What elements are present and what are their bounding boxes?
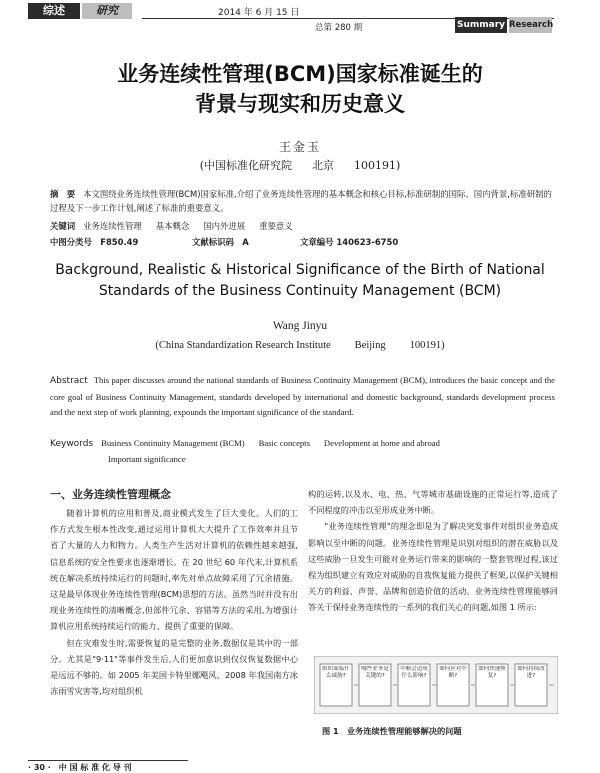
body-paragraph: 但在灾难发生时,需要恢复的是完整的业务,数据仅是其中的一部分。尤其是"9·11"等事件发生后,人们更加意识到仅仅恢复数据中心是远远不够的。如 2005 年美国卡特里娜飓风、2008 年我国南方冰冻雨雪灾害等,均对组织机 [50,637,298,697]
figure-box-label: 哪些业务是关键的? [361,666,389,679]
body-right-column [308,486,558,616]
keyword-en: Basic concepts [258,438,310,448]
abstract-en-label: Abstract [50,376,88,386]
issue-number: 总第 280 期 [315,23,363,33]
figure-box [437,664,469,706]
figure-box [515,664,547,706]
abstract-en [50,373,555,421]
title-en-line1: Background, Realistic & Historical Significance of the Birth of National [55,262,545,278]
title-en-line2: Standards of the Business Continuity Management (BCM) [98,283,502,299]
abstract-cn-text: 本文围绕业务连续性管理(BCM)国家标准,介绍了业务连续性管理的基本概念和核心目标,标准研制的国际、国内背景,标准研制的过程及下一步工作计划,阐述了标准的重要意义。 [50,189,552,213]
affiliation-org: (中国标准化研究院 [199,159,292,172]
title-cn-line1: 业务连续性管理(BCM)国家标准诞生的 [117,62,483,86]
affiliation-zip: 100191) [354,159,401,172]
column-tag [28,3,148,19]
abstract-cn [50,188,555,215]
document-code: 文献标识码 A [192,237,249,247]
figure-box-label: 如何持续改进? [517,666,545,679]
keyword-en: Business Continuity Management (BCM) [101,438,245,448]
keywords-en [50,436,555,467]
figure-box-label: 组织面临什么威胁? [322,666,350,679]
keyword-en: Development at home and abroad [323,438,440,448]
body-left-column [50,505,298,699]
tag-summary-cn: 综述 [28,3,80,19]
title-cn-line2: 背景与现实和历史意义 [195,92,405,116]
article-number: 文章编号 140623-6750 [300,237,399,247]
affiliation-en-city: Beijing [354,340,386,351]
figure-box [476,664,508,706]
page-footer: · 30 · 中 国 标 准 化 导 刊 [28,763,132,772]
figure-caption: 图 1 业务连续性管理能够解决的问题 [322,726,462,736]
body-paragraph: 随着计算机的应用和普及,商业模式发生了巨大变化。人们的工作方式发生根本性改变,通过运用计算机大大提升了工作效率并且节省了大量的人力和物力。人类生产生活对计算机的依赖性越来越强,信息系统的安全性要求也逐渐增长。在 20 世纪 60 年代末,计算机系统在解决系统持续运行的问题时,率先对单点故障采用了冗余措施。这是最早体现业务连续性管理(BCM)思想的方法。虽然当时并没有出现业务连续性的清晰概念,但部件冗余、容错等方法的采用,为增强计算机应用系统持续运行的能力、提供了重要的保障。 [50,508,298,632]
clc-number: 中图分类号 F850.49 [50,237,139,247]
badge-summary: Summary [455,17,507,33]
author-cn: 王金玉 [278,140,321,154]
keywords-en-label: Keywords [50,439,94,449]
keyword: 重要意义 [259,221,293,231]
figure-box [320,664,352,706]
keyword-en: Important significance [108,454,186,464]
affiliation-city: 北京 [312,159,334,172]
section-heading: 一、业务连续性管理概念 [50,488,171,501]
keywords-cn-label: 关键词 [50,221,76,231]
affiliation-en [0,340,600,351]
affiliation-cn [0,157,600,173]
figure-box-label: 如何应对中断? [439,666,467,679]
affiliation-en-zip: 100191) [409,340,445,351]
affiliation-en-org: (China Standardization Research Institute [155,340,331,351]
keyword: 业务连续性管理 [83,221,142,231]
figure-box [359,664,391,706]
publication-date: 2014 年 6 月 15 日 [218,8,300,18]
footer-rule [28,760,188,761]
figure-box-label: 中断会造成什么影响? [400,666,428,679]
figure-1-diagram [314,656,558,714]
tag-research-cn: 研究 [82,3,132,19]
abstract-en-text: This paper discusses around the national standards of Business Continuity Management (BCM), introduces the basic concept and the core goal of Business Continuity Management, standards developed by international and domestic background, standards development process and the next step of work planning, expounds the important significance of the standard. [50,375,555,417]
author-en: Wang Jinyu [272,320,328,332]
keyword: 基本概念 [155,221,190,231]
figure-box [398,664,430,706]
section-badge [455,17,552,33]
body-paragraph: "业务连续性管理"的理念即是为了解决突发事件对组织业务造成影响以至中断的问题。业务连续性管理是识别对组织的潜在威胁以及这些威胁一旦发生可能对业务运行带来的影响的一整套管理过程,该过程为组织建立有效应对威胁的自我恢复能力提供了框架,以保护关键相关方的利益、声誉、品牌和创造价值的活动。业务连续性管理能够回答关于保持业务连续性的一系列的我们关心的问题,如图 1 所示: [308,521,558,613]
body-paragraph: 构的运转,以及水、电、热、气等城市基础设施的正常运行等,造成了不同程度的冲击以至形成业务中断。 [308,489,558,516]
keywords-cn [50,220,555,232]
abstract-cn-label: 摘 要 [50,189,76,199]
keyword: 国内外进展 [203,221,246,231]
badge-research: Research [509,17,552,33]
figure-box-label: 如何快速恢复? [478,666,506,679]
